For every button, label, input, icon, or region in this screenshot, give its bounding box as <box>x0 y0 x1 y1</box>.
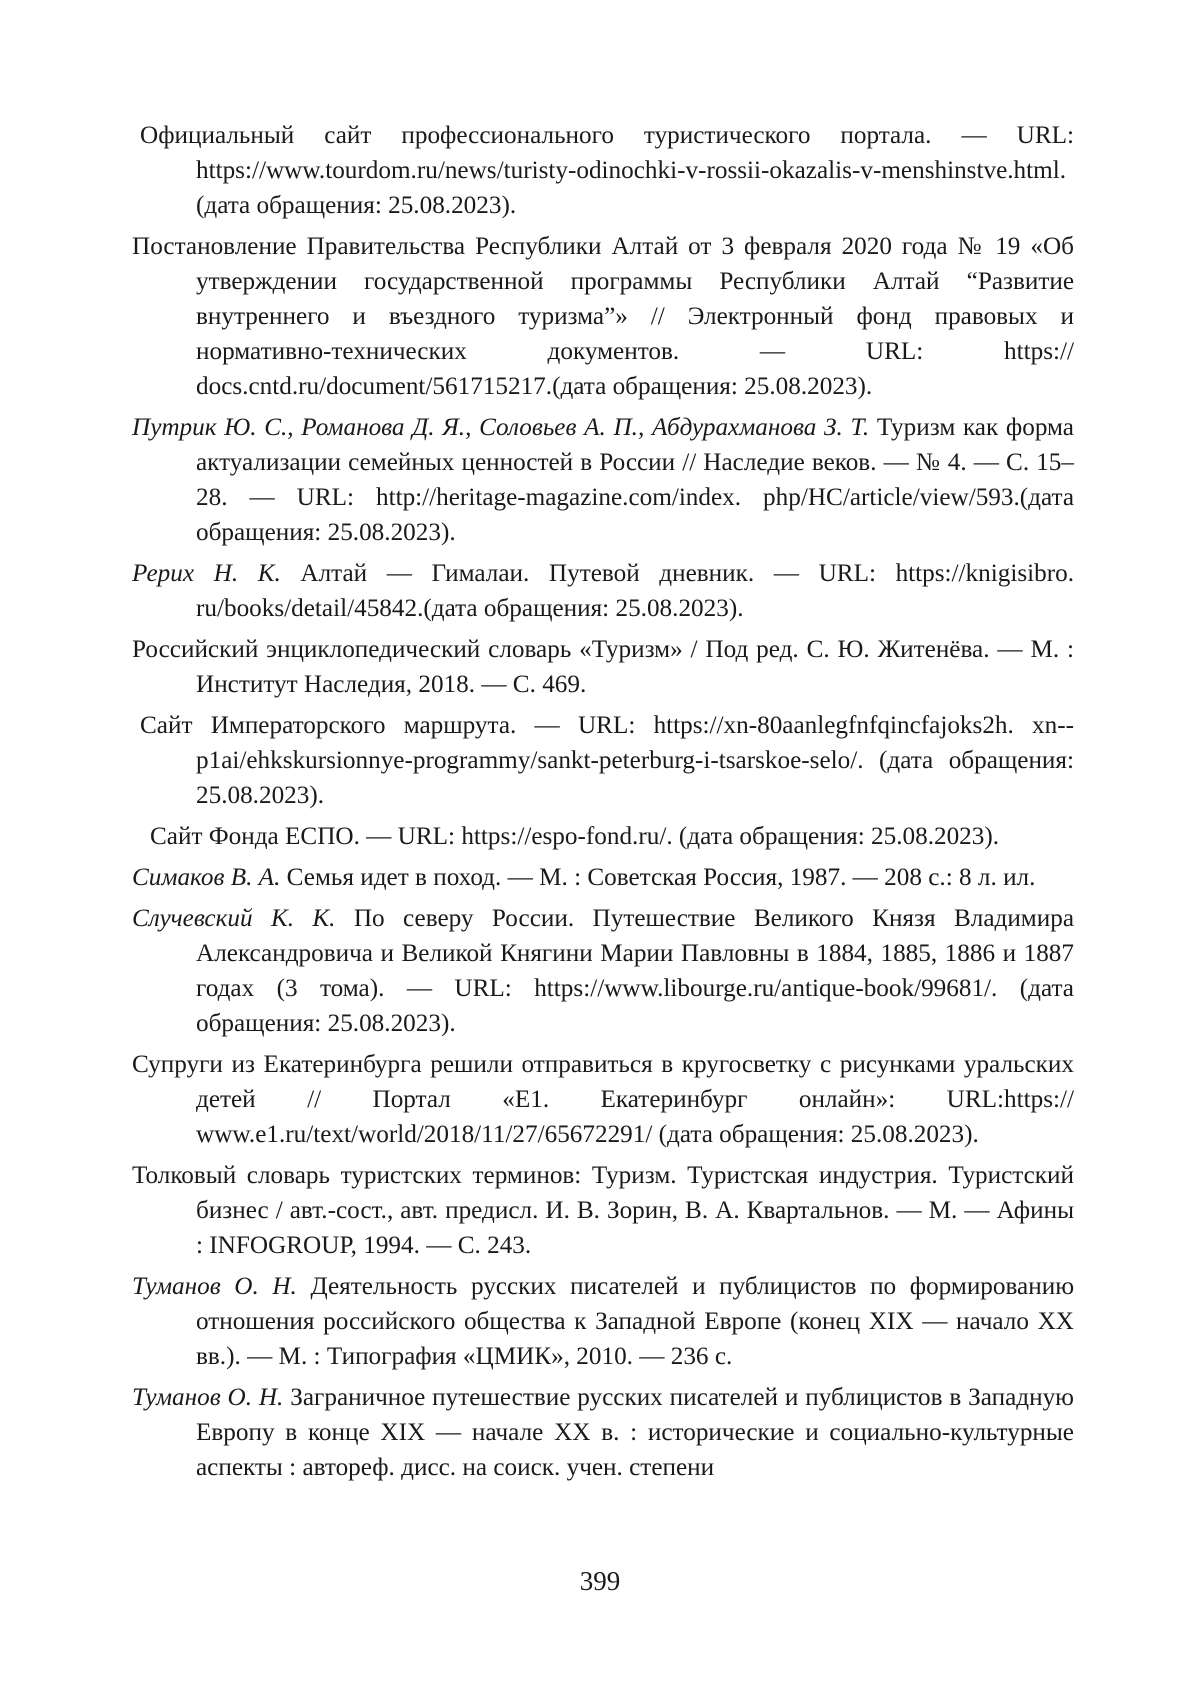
reference-text: Заграничное путешествие русских писателей и публицистов в Западную Европу в конце XIX — начале XX в. : исторические и социально-культурные аспекты : автореф. дисс. на соиск. учен. степени <box>196 1384 1074 1481</box>
reference-item <box>132 1047 1074 1152</box>
bibliography-page <box>132 118 1074 1491</box>
reference-item <box>140 708 1074 813</box>
reference-list <box>132 118 1074 1485</box>
reference-author: Случевский К. К. <box>132 905 335 932</box>
reference-text: Туризм как форма актуализации семейных ценностей в России // Наследие веков. — № 4. — С. 15–28. — URL: http://heritage-magazine.com/index. php/HC/article/view/593.(дата обращения: 25.08.2023). <box>196 414 1074 546</box>
reference-text: Супруги из Екатеринбурга решили отправиться в кругосветку с рисунками уральских детей // Портал «Е1. Екатеринбург онлайн»: URL:https:// www.e1.ru/text/world/2018/11/27/65672291/ (дата обращения: 25.08.2023). <box>132 1051 1074 1148</box>
reference-text: Постановление Правительства Республики Алтай от 3 февраля 2020 года № 19 «Об утверждении государственной программы Республики Алтай “Развитие внутреннего и въездного туризма”» // Электронный фонд правовых и нормативно-технических документов. — URL: https:// docs.cntd.ru/document/561715217.(дата обращения: 25.08.2023). <box>132 233 1074 400</box>
reference-text: Российский энциклопедический словарь «Туризм» / Под ред. С. Ю. Житенёва. — М. : Институт Наследия, 2018. — С. 469. <box>132 636 1074 698</box>
reference-text: Деятельность русских писателей и публицистов по формированию отношения российского общества к Западной Европе (конец XIX — начало XX вв.). — М. : Типография «ЦМИК», 2010. — 236 с. <box>196 1273 1074 1370</box>
reference-item <box>132 632 1074 702</box>
reference-author: Симаков В. А. <box>132 864 280 891</box>
reference-text: Толковый словарь туристских терминов: Туризм. Туристская индустрия. Туристский бизнес / авт.-сост., авт. предисл. И. В. Зорин, В. А. Квартальнов. — М. — Афины : INFOGROUP, 1994. — С. 243. <box>132 1162 1074 1259</box>
reference-item <box>132 901 1074 1041</box>
reference-item <box>132 556 1074 626</box>
reference-text: По северу России. Путешествие Великого Князя Владимира Александровича и Великой Княгини Марии Павловны в 1884, 1885, 1886 и 1887 годах (3 тома). — URL: https://www.libourge.ru/antique-book/99681/. (дата обращения: 25.08.2023). <box>196 905 1074 1037</box>
reference-item <box>150 819 1074 854</box>
reference-text: Официальный сайт профессионального туристического портала. — URL: https://www.tourdom.ru/news/turisty-odinochki-v-rossii-okazalis-v-menshinstve.html.(дата обращения: 25.08.2023). <box>140 122 1074 219</box>
reference-author: Туманов О. Н. <box>132 1384 283 1411</box>
reference-author: Путрик Ю. С., Романова Д. Я., Соловьев А. П., Абдурахманова З. Т. <box>132 414 869 441</box>
reference-item <box>132 1380 1074 1485</box>
reference-text: Семья идет в поход. — М. : Советская Россия, 1987. — 208 с.: 8 л. ил. <box>280 864 1035 891</box>
reference-item <box>132 1158 1074 1263</box>
page-number: 399 <box>0 1566 1200 1597</box>
reference-item <box>132 410 1074 550</box>
reference-item <box>132 229 1074 404</box>
reference-author: Рерих Н. К. <box>132 560 281 587</box>
reference-text: Сайт Фонда ЕСПО. — URL: https://espo-fond.ru/. (дата обращения: 25.08.2023). <box>150 823 999 850</box>
reference-text: Сайт Императорского маршрута. — URL: https://xn-80aanlegfnfqincfajoks2h. xn--p1ai/ehkskursionnye-programmy/sankt-peterburg-i-tsarskoe-selo/. (дата обращения: 25.08.2023). <box>140 712 1074 809</box>
reference-author: Туманов О. Н. <box>132 1273 297 1300</box>
reference-item <box>132 860 1074 895</box>
reference-item <box>140 118 1074 223</box>
reference-item <box>132 1269 1074 1374</box>
reference-text: Алтай — Гималаи. Путевой дневник. — URL: https://knigisibro. ru/books/detail/45842.(дата обращения: 25.08.2023). <box>196 560 1074 622</box>
